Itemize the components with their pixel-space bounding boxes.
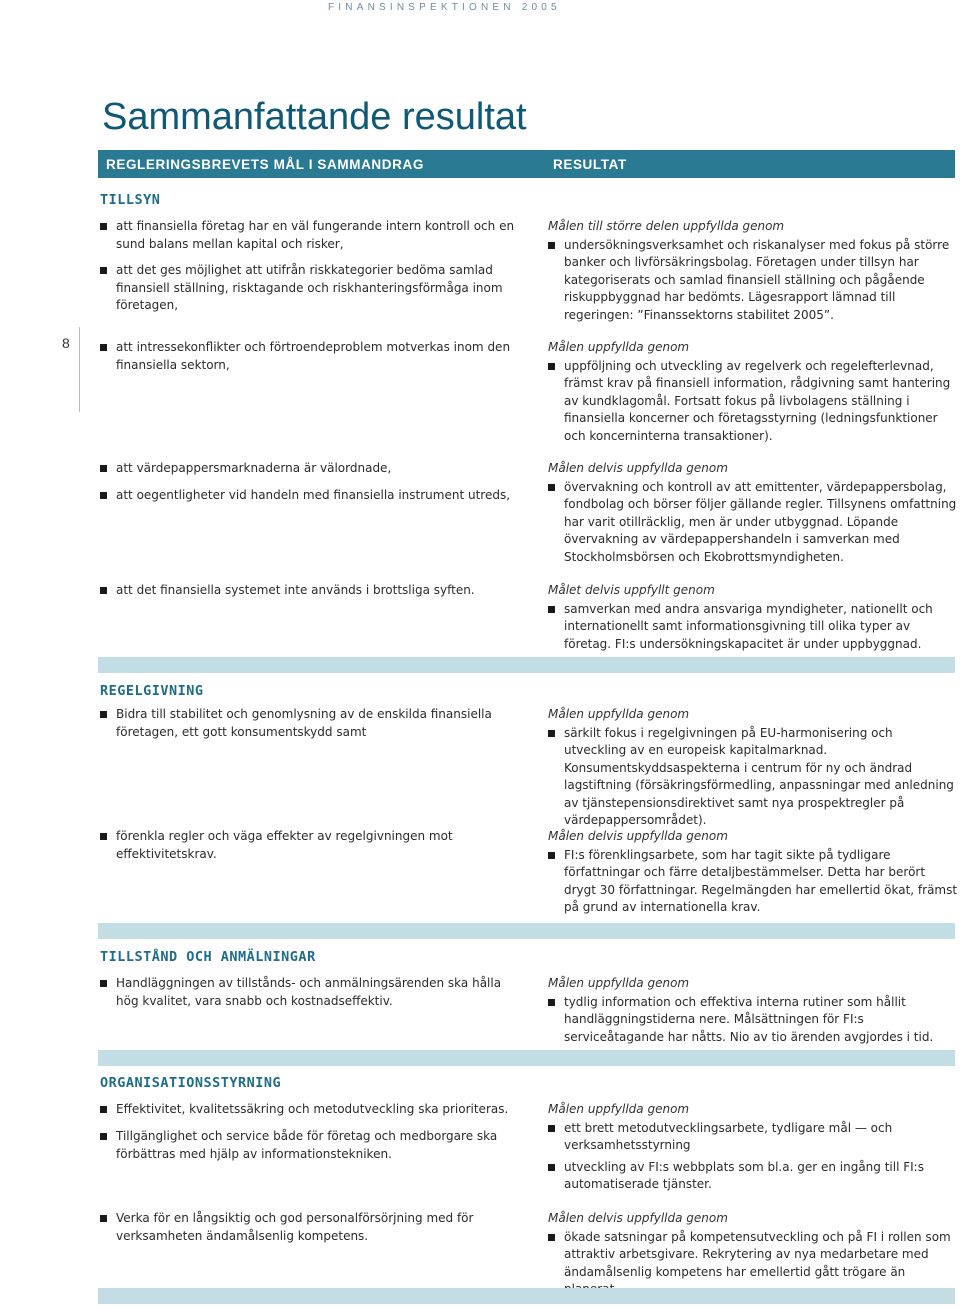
result-block (548, 975, 958, 1046)
results-column-heading: RESULTAT (553, 157, 627, 172)
result-status: Målen delvis uppfyllda genom (548, 1211, 728, 1225)
result-status: Målen uppfyllda genom (548, 1102, 690, 1116)
result-text: ett brett metodutvecklingsarbete, tydligare mål — och verksamhetsstyrning (548, 1120, 958, 1155)
result-text: utveckling av FI:s webbplats som bl.a. ger en ingång till FI:s automatiserade tjänster. (548, 1159, 958, 1194)
result-block (548, 706, 958, 830)
result-status: Målen uppfyllda genom (548, 340, 690, 354)
goal-text: att finansiella företag har en väl fungerande intern kontroll och en sund balans mellan kapital och risker, (100, 218, 515, 253)
section-heading-tillsyn: TILLSYN (100, 192, 161, 208)
page-number-rule (79, 327, 80, 412)
result-status: Målen uppfyllda genom (548, 976, 690, 990)
goal-text: att det ges möjlighet att utifrån riskkategorier bedöma samlad finansiell ställning, risktagande och riskhanteringsförmåga inom företagen, (100, 262, 515, 315)
result-text: övervakning och kontroll av att emittenter, värdepappersbolag, fondbolag och börser följer gällande regler. Tillsynens omfattning har varit otillräcklig, men är under utbyggnad. Löpande övervakning av värdepappershandeln i samverkan med Stockholmsbörsen och Ekobrottsmyndigheten. (548, 479, 958, 567)
result-text: undersökningsverksamhet och riskanalyser med fokus på större banker och livförsäkringsbolag. Företagen under tillsyn har kategoriserats och samlad finansiell ställning och pågående riskuppbyggnad har bedömts. Lägesrapport lämnad till regeringen: ”Finanssektorns stabilitet 2005”. (548, 237, 958, 325)
goal-item (100, 262, 515, 315)
goal-text: att värdepappersmarknaderna är välordnade, (100, 460, 515, 478)
section-heading-regelgivning: REGELGIVNING (100, 683, 204, 699)
result-text: särkilt fokus i regelgivningen på EU-harmonisering och utveckling av en europeisk kapitalmarknad. Konsumentskyddsaspekterna i centrum för ny och ändrad lagstiftning (försäkringsförmedling, anpassningar med anledning av tjänstepensionsdirektivet samt nya prospektregler på värdepappersområdet). (548, 725, 958, 830)
result-block (548, 1101, 958, 1194)
section-divider (98, 1050, 955, 1066)
section-divider (98, 657, 955, 673)
goal-item (100, 1128, 515, 1163)
goal-item (100, 1101, 515, 1119)
section-divider (98, 923, 955, 939)
result-text: FI:s förenklingsarbete, som har tagit sikte på tydligare författningar och färre detaljbestämmelser. Detta har berört drygt 30 författningar. Regelmängden har emellertid ökat, främst på grund av internationella krav. (548, 847, 958, 917)
goal-item (100, 975, 515, 1010)
result-status: Målet delvis uppfyllt genom (548, 583, 715, 597)
section-heading-organisation: ORGANISATIONSSTYRNING (100, 1075, 282, 1091)
goal-text: att oegentligheter vid handeln med finansiella instrument utreds, (100, 487, 515, 505)
goal-text: Handläggningen av tillstånds- och anmälningsärenden ska hålla hög kvalitet, vara snabb och kostnadseffektiv. (100, 975, 515, 1010)
result-text: samverkan med andra ansvariga myndigheter, nationellt och internationellt samt informationsgivning till olika typer av företag. FI:s undersökningskapacitet är under uppbyggnad. (548, 601, 958, 654)
result-block (548, 582, 958, 653)
goal-item (100, 706, 515, 741)
goals-column-heading: REGLERINGSBREVETS MÅL I SAMMANDRAG (106, 157, 424, 172)
section-divider (98, 1288, 955, 1304)
goal-text: Tillgänglighet och service både för företag och medborgare ska förbättras med hjälp av informationstekniken. (100, 1128, 515, 1163)
page-title: Sammanfattande resultat (102, 96, 527, 138)
result-text: ökade satsningar på kompetensutveckling och på FI i rollen som attraktiv arbetsgivare. Rekrytering av nya medarbetare med ändamålsenlig kompetens har emellertid gått trögare än (548, 1229, 958, 1299)
page-number: 8 (62, 335, 70, 351)
goal-item (100, 460, 515, 478)
result-block (548, 1210, 958, 1299)
column-header-band (98, 150, 955, 178)
result-status: Målen delvis uppfyllda genom (548, 829, 728, 843)
result-text: tydlig information och effektiva interna rutiner som hållit handläggningstiderna nere. Målsättningen för FI:s serviceåtagande har nåtts. Nio av tio ärenden avgjordes i tid. (548, 994, 958, 1047)
result-block (548, 339, 958, 445)
section-heading-tillstand: TILLSTÅND OCH ANMÄLNINGAR (100, 949, 316, 965)
goal-text: förenkla regler och väga effekter av regelgivningen mot effektivitetskrav. (100, 828, 515, 863)
result-block (548, 460, 958, 566)
running-header: FINANSINSPEKTIONEN 2005 (328, 2, 561, 13)
result-text: uppföljning och utveckling av regelverk och regelefterlevnad, främst krav på finansiell information, rådgivning samt hantering av kundklagomål. Fortsatt fokus på livbolagens ställning i finansiella koncerner och företagsstyrning (ledningsfunktioner och koncerninterna transaktioner). (548, 358, 958, 446)
goal-item (100, 487, 515, 505)
goal-item (100, 828, 515, 863)
result-block (548, 828, 958, 917)
goal-text: Effektivitet, kvalitetssäkring och metodutveckling ska prioriteras. (100, 1101, 515, 1119)
goal-item (100, 218, 515, 253)
goal-item (100, 339, 515, 374)
goal-item (100, 1210, 515, 1245)
result-status: Målen delvis uppfyllda genom (548, 461, 728, 475)
goal-item (100, 582, 515, 600)
result-status: Målen uppfyllda genom (548, 707, 690, 721)
goal-text: Verka för en långsiktig och god personalförsörjning med för verksamheten ändamålsenlig kompetens. (100, 1210, 515, 1245)
result-block (548, 218, 958, 324)
goal-text: Bidra till stabilitet och genomlysning av de enskilda finansiella företagen, ett gott konsumentskydd samt (100, 706, 515, 741)
goal-text: att det finansiella systemet inte används i brottsliga syften. (100, 582, 515, 600)
result-status: Målen till större delen uppfyllda genom (548, 219, 785, 233)
goal-text: att intressekonflikter och förtroendeproblem motverkas inom den finansiella sektorn, (100, 339, 515, 374)
